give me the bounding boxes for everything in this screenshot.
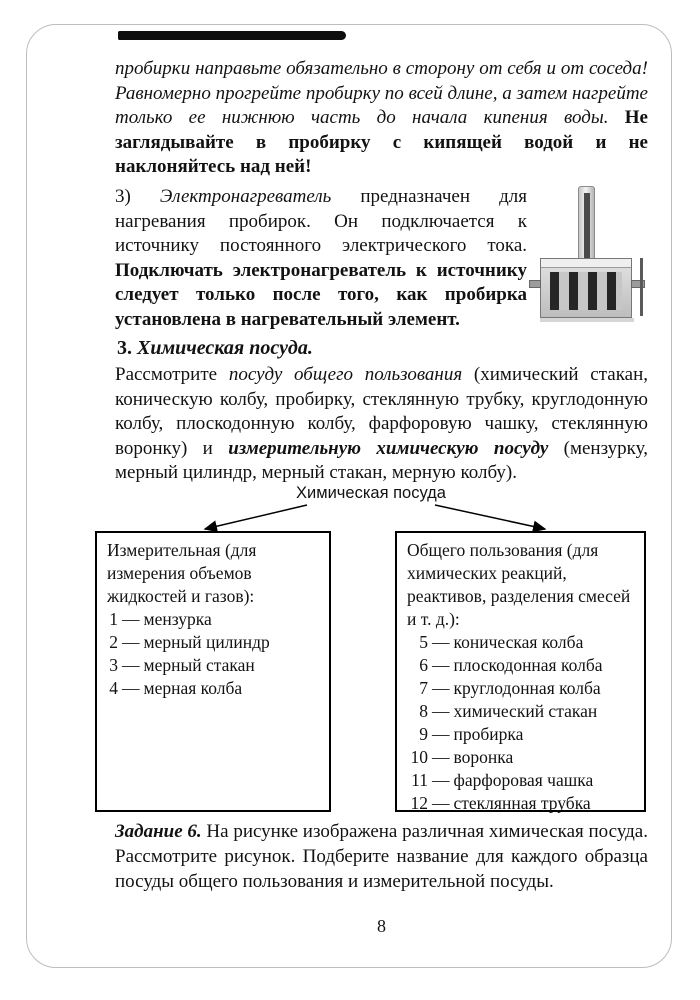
item-name: пробирка bbox=[453, 724, 524, 744]
warning-text-italic: пробирки направьте обязательно в сторону от себя и от соседа! Равномерно прогрейте пробирку по всей длине, а затем нагрейте только ее нижнюю часть до начала кипения воды. bbox=[115, 58, 648, 128]
general-vessels-list: (химический стакан, коническую колбу, пробирку, стеклянную трубку, круглодонную колбу, плоскодонную колбу, фарфоровую чашку, стеклянную воронку) и bbox=[115, 364, 648, 459]
electric-heater-photo bbox=[536, 186, 648, 333]
item-number: 3) bbox=[115, 186, 160, 207]
heater-paragraph bbox=[115, 185, 527, 332]
item-name: мерный стакан bbox=[143, 655, 255, 675]
intro-seg: Рассмотрите bbox=[115, 364, 229, 385]
item-dash: — bbox=[432, 701, 450, 721]
list-item bbox=[407, 700, 636, 723]
item-dash: — bbox=[432, 678, 450, 698]
item-name: мерный цилиндр bbox=[143, 632, 270, 652]
item-name: стеклянная трубка bbox=[453, 793, 591, 813]
list-item bbox=[407, 677, 636, 700]
general-box-header: Общего пользования (для химических реакций, реактивов, разделения смесей и т. д.): bbox=[407, 540, 631, 629]
section-heading bbox=[117, 337, 313, 360]
item-name: мензурка bbox=[143, 609, 212, 629]
warning-paragraph bbox=[115, 57, 648, 180]
list-item bbox=[407, 723, 636, 746]
item-dash: — bbox=[432, 724, 450, 744]
item-num: 4 bbox=[109, 678, 118, 698]
vessels-intro-paragraph bbox=[115, 363, 648, 486]
page-number: 8 bbox=[377, 916, 386, 936]
general-vessels-box bbox=[395, 531, 646, 812]
heater-top-face bbox=[541, 259, 631, 268]
arrow-to-general-box bbox=[435, 505, 545, 529]
item-num: 11 bbox=[411, 770, 428, 790]
list-item bbox=[407, 769, 636, 792]
list-item bbox=[107, 654, 321, 677]
item-num: 5 bbox=[419, 632, 428, 652]
item-dash: — bbox=[432, 632, 450, 652]
item-dash: — bbox=[432, 747, 450, 767]
heater-shadow bbox=[540, 318, 634, 322]
item-num: 9 bbox=[419, 724, 428, 744]
section-title: Химическая посуда. bbox=[137, 337, 313, 359]
item-num: 6 bbox=[419, 655, 428, 675]
heater-side-rod bbox=[640, 258, 643, 316]
item-num: 10 bbox=[410, 747, 428, 767]
list-item bbox=[407, 654, 636, 677]
list-item bbox=[407, 746, 636, 769]
item-name: мерная колба bbox=[143, 678, 243, 698]
measuring-box-header: Измерительная (для измерения объемов жидкостей и газов): bbox=[107, 540, 257, 606]
measuring-vessels-box bbox=[95, 531, 331, 812]
scan-artifact-bar bbox=[118, 31, 346, 40]
arrow-to-measuring-box bbox=[205, 505, 307, 529]
heater-body bbox=[540, 258, 632, 318]
task-text: На рисунке изображена различная химическая посуда. Рассмотрите рисунок. Подберите название для каждого образца посуды общего пользования и измерительной посуды. bbox=[115, 821, 648, 892]
task-label: Задание 6. bbox=[115, 821, 202, 842]
item-dash: — bbox=[432, 793, 450, 813]
list-item bbox=[107, 631, 321, 654]
item-dash: — bbox=[122, 655, 140, 675]
item-name: воронка bbox=[453, 747, 514, 767]
item-dash: — bbox=[122, 678, 140, 698]
item-num: 3 bbox=[109, 655, 118, 675]
item-num: 2 bbox=[109, 632, 118, 652]
heater-vent-slots bbox=[550, 272, 622, 310]
list-item bbox=[407, 631, 636, 654]
diagram-title: Химическая посуда bbox=[296, 484, 446, 502]
item-num: 1 bbox=[109, 609, 118, 629]
diagram-arrows bbox=[95, 503, 647, 533]
warning-text-bold: Не заглядывайте в пробирку с кипящей водой и не наклоняйтесь над ней! bbox=[115, 107, 648, 177]
list-item bbox=[107, 677, 321, 700]
item-dash: — bbox=[122, 609, 140, 629]
task-paragraph bbox=[115, 819, 648, 894]
item-name: плоскодонная колба bbox=[453, 655, 603, 675]
item-num: 7 bbox=[419, 678, 428, 698]
heater-description: предназначен для нагревания пробирок. Он подключается к источнику постоянного электрического тока. bbox=[115, 186, 527, 256]
section-number: 3. bbox=[117, 337, 137, 359]
heater-left-pin bbox=[529, 280, 541, 288]
item-name: коническая колба bbox=[453, 632, 584, 652]
item-dash: — bbox=[122, 632, 140, 652]
heater-inner-rod bbox=[584, 193, 590, 263]
item-name: круглодонная колба bbox=[453, 678, 601, 698]
measuring-vessels-list: (мензурку, мерный цилиндр, мерный стакан, мерную колбу). bbox=[115, 437, 648, 483]
item-name: фарфоровая чашка bbox=[453, 770, 594, 790]
measuring-vessels-term: измерительную химическую посуду bbox=[228, 437, 564, 459]
heater-term: Электронагреватель bbox=[159, 186, 332, 207]
list-item bbox=[107, 608, 321, 631]
item-num: 12 bbox=[410, 793, 428, 813]
item-dash: — bbox=[432, 770, 450, 790]
item-name: химический стакан bbox=[453, 701, 598, 721]
list-item bbox=[407, 792, 636, 815]
item-num: 8 bbox=[419, 701, 428, 721]
heater-warning-bold: Подключать электронагреватель к источнику следует только после того, как пробирка установлена в нагревательный элемент. bbox=[115, 259, 527, 330]
item-dash: — bbox=[432, 655, 450, 675]
general-vessels-term: посуду общего пользования bbox=[228, 364, 474, 385]
